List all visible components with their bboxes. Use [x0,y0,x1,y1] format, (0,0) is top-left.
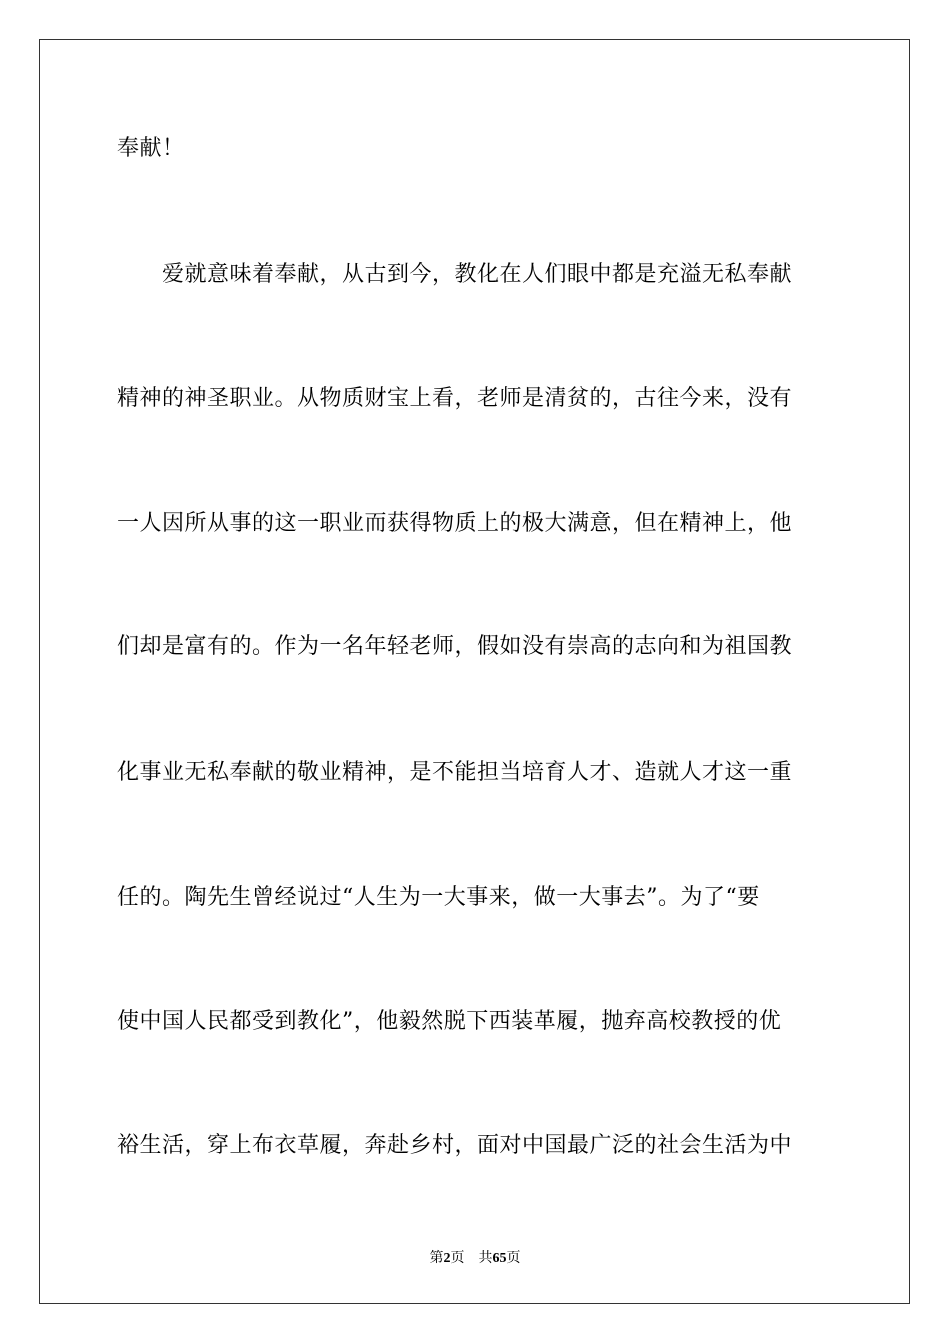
total-pages: 65 [492,1251,507,1266]
page-prefix: 第 [429,1250,444,1266]
text-line: 一人因所从事的这一职业而获得物质上的极大满意，但在精神上，他 [117,511,793,536]
page-footer [0,1249,950,1268]
total-prefix: 共 [478,1250,493,1266]
text-line: 任的。陶先生曾经说过“人生为一大事来，做一大事去”。为了“要 [117,885,760,910]
text-line: 爱就意味着奉献，从古到今，教化在人们眼中都是充溢无私奉献 [117,262,793,287]
text-line: 们却是富有的。作为一名年轻老师，假如没有崇高的志向和为祖国教 [117,634,793,659]
text-line: 裕生活，穿上布衣草履，奔赴乡村，面对中国最广泛的社会生活为中 [117,1133,793,1158]
page-number: 2 [443,1251,451,1266]
text-line: 使中国人民都受到教化”，他毅然脱下西装革履，抛弃高校教授的优 [117,1009,782,1034]
page-border [39,39,910,1304]
text-line: 奉献！ [117,136,185,161]
total-suffix: 页 [506,1250,521,1266]
text-line: 化事业无私奉献的敬业精神，是不能担当培育人才、造就人才这一重 [117,760,793,785]
text-line: 精神的神圣职业。从物质财宝上看，老师是清贫的，古往今来，没有 [117,386,793,411]
page-suffix: 页 [450,1250,465,1266]
